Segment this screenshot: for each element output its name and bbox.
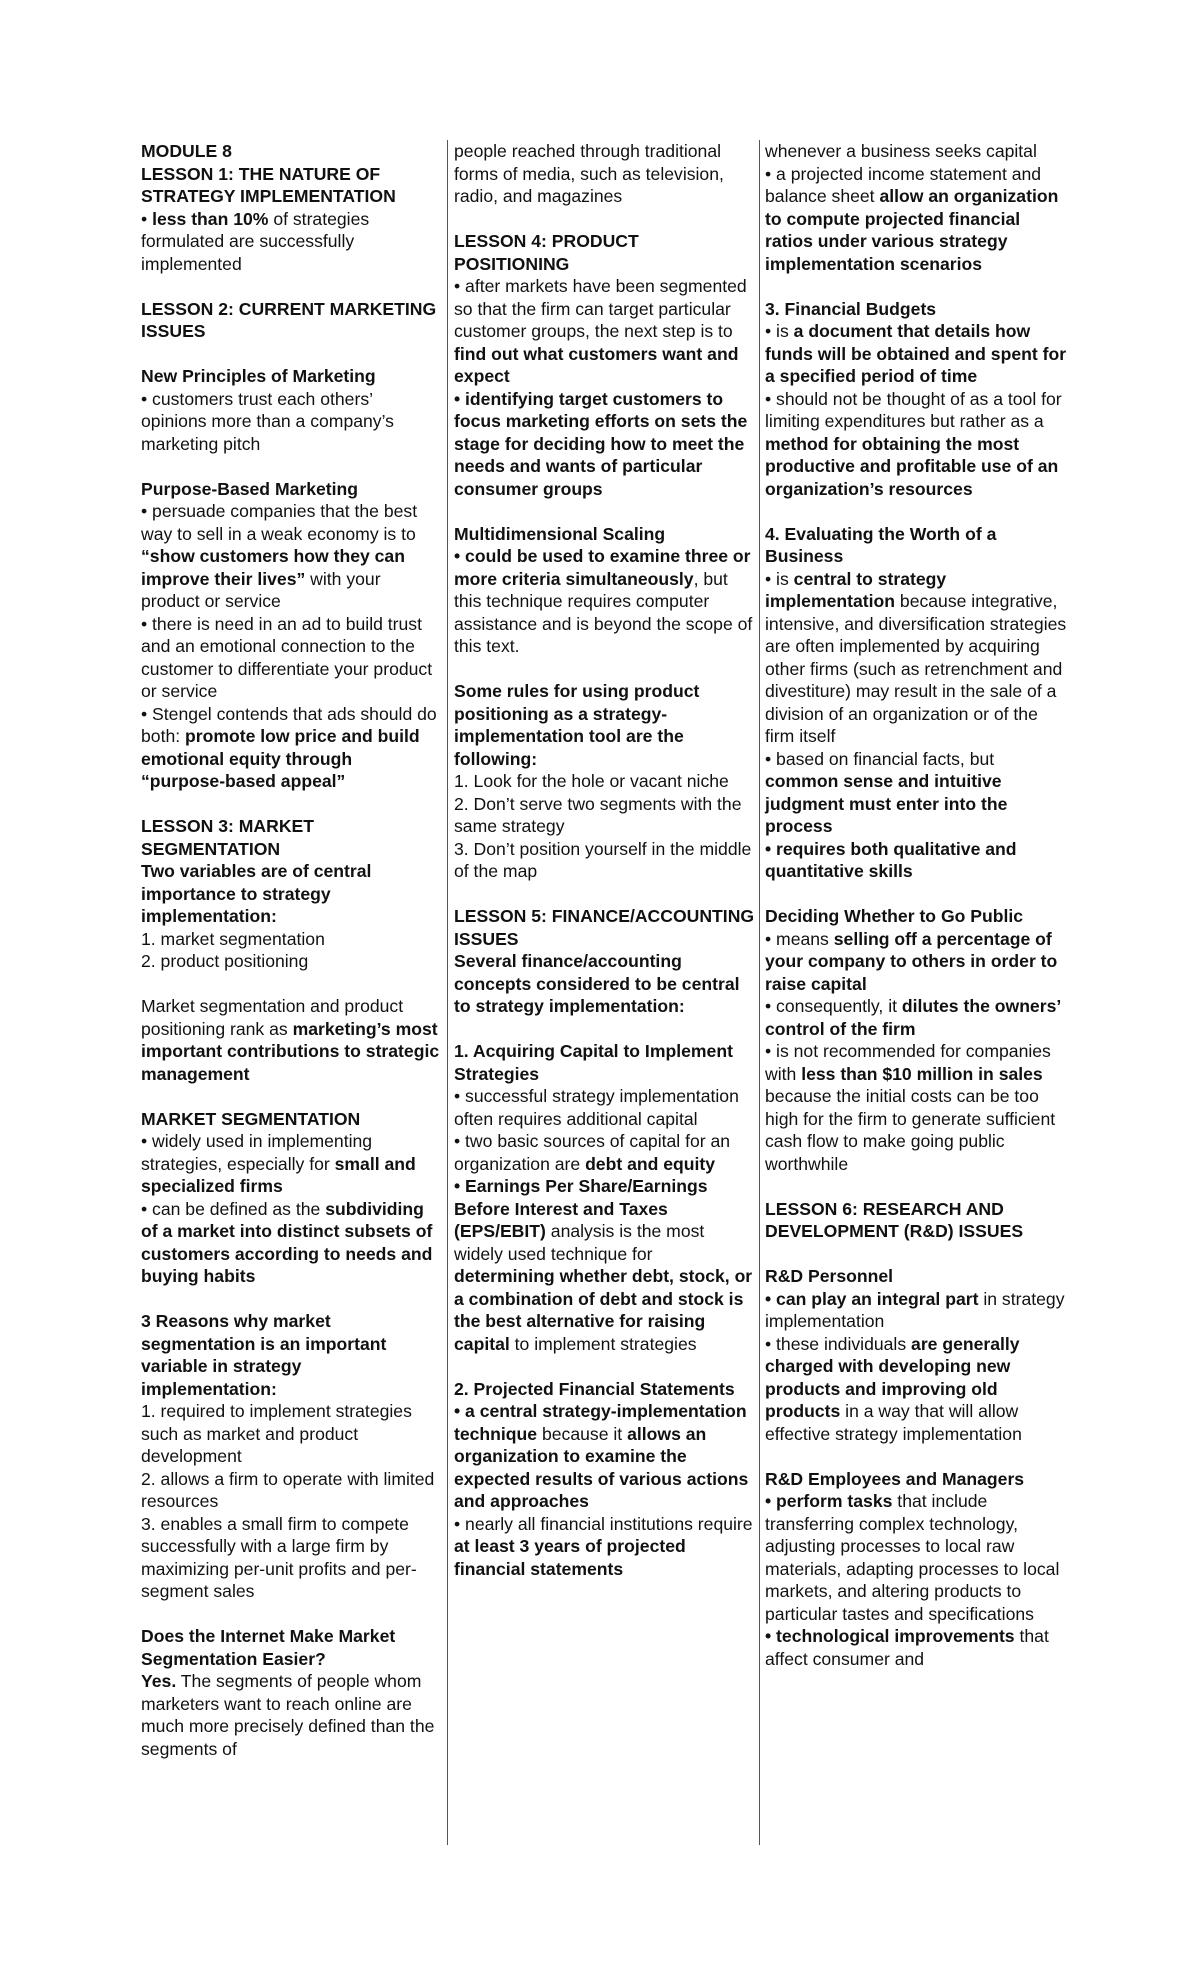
bold-text-run: less than $10 million in sales bbox=[801, 1063, 1043, 1084]
bold-text-run: • technological improvements bbox=[765, 1626, 1015, 1646]
text-paragraph bbox=[141, 365, 441, 388]
bold-text-run: find out what customers want and expect bbox=[454, 343, 739, 386]
paragraph-gap bbox=[141, 1085, 441, 1108]
bold-text-run: • perform tasks bbox=[765, 1491, 893, 1511]
bold-text-run: less than 10% bbox=[152, 208, 269, 229]
bold-text-run: • Earnings Per Share/Earnings Before Interest and Taxes (EPS/EBIT) bbox=[454, 1176, 708, 1241]
text-paragraph bbox=[765, 1040, 1067, 1175]
bold-text-run: LESSON 5: FINANCE/ACCOUNTING ISSUES bbox=[454, 906, 755, 949]
text-paragraph bbox=[141, 1513, 441, 1603]
text-paragraph bbox=[765, 905, 1067, 928]
text-paragraph bbox=[765, 748, 1067, 838]
paragraph-gap bbox=[765, 1175, 1067, 1198]
text-paragraph bbox=[454, 523, 756, 546]
paragraph-gap bbox=[141, 1288, 441, 1311]
column-divider-1 bbox=[447, 140, 448, 1845]
paragraph-gap bbox=[454, 883, 756, 906]
text-paragraph bbox=[765, 1333, 1067, 1446]
text-run: • two basic sources of capital for an organization are bbox=[454, 1131, 731, 1174]
text-paragraph bbox=[765, 995, 1067, 1040]
text-paragraph bbox=[454, 275, 756, 388]
text-run: • consequently, it bbox=[765, 996, 902, 1016]
text-run: in a way that will allow effective strategy implementation bbox=[765, 1401, 1022, 1444]
bold-text-run: LESSON 6: RESEARCH AND DEVELOPMENT (R&D) ISSUES bbox=[765, 1198, 1024, 1241]
text-paragraph bbox=[765, 140, 1067, 163]
paragraph-gap bbox=[141, 1603, 441, 1626]
bold-text-run: R&D Personnel bbox=[765, 1266, 894, 1286]
bold-text-run: selling off a percentage of your company to others in order to raise capital bbox=[765, 928, 1058, 994]
text-run: • these individuals bbox=[765, 1333, 912, 1354]
bold-text-run: LESSON 4: PRODUCT POSITIONING bbox=[454, 231, 639, 274]
bold-text-run: Multidimensional Scaling bbox=[454, 523, 666, 544]
paragraph-gap bbox=[765, 1243, 1067, 1266]
text-paragraph bbox=[454, 1378, 756, 1401]
text-paragraph bbox=[454, 1130, 756, 1175]
text-paragraph bbox=[454, 1175, 756, 1355]
bold-text-run: • a central strategy-implementation technique bbox=[454, 1401, 747, 1444]
bold-text-run: R&D Employees and Managers bbox=[765, 1468, 1025, 1489]
paragraph-gap bbox=[765, 1445, 1067, 1468]
text-run: to implement strategies bbox=[509, 1333, 697, 1354]
text-paragraph bbox=[454, 905, 756, 950]
text-run: The segments of people whom marketers want to reach online are much more precisely defined than the segments of bbox=[141, 1671, 435, 1759]
bold-text-run: Purpose-Based Marketing bbox=[141, 478, 359, 499]
bold-text-run: 3. Financial Budgets bbox=[765, 298, 937, 319]
bold-text-run: subdividing of a market into distinct subsets of customers according to needs and buying habits bbox=[141, 1198, 433, 1286]
text-run: Market segmentation and product positioning rank as bbox=[141, 996, 404, 1039]
text-paragraph bbox=[765, 1265, 1067, 1288]
bold-text-run: • requires both qualitative and quantitative skills bbox=[765, 838, 1017, 881]
text-run: • should not be thought of as a tool for limiting expenditures but rather as a bbox=[765, 388, 1062, 431]
text-paragraph bbox=[141, 928, 441, 951]
bold-text-run: “show customers how they can improve their lives” bbox=[141, 546, 405, 589]
text-paragraph bbox=[141, 995, 441, 1085]
bold-text-run: Does the Internet Make Market Segmentation Easier? bbox=[141, 1626, 396, 1669]
bold-text-run: Two variables are of central importance to strategy implementation: bbox=[141, 861, 372, 926]
text-paragraph bbox=[454, 793, 756, 838]
text-paragraph bbox=[141, 500, 441, 613]
text-run: • means bbox=[765, 928, 834, 949]
bold-text-run: Deciding Whether to Go Public bbox=[765, 906, 1024, 926]
text-run: 1. required to implement strategies such as market and product development bbox=[141, 1401, 412, 1466]
text-paragraph bbox=[765, 523, 1067, 568]
paragraph-gap bbox=[454, 658, 756, 681]
text-run: with your product or service bbox=[141, 568, 381, 611]
paragraph-gap bbox=[141, 973, 441, 996]
text-run: • nearly all financial institutions require bbox=[454, 1513, 753, 1534]
text-paragraph bbox=[765, 928, 1067, 996]
text-run: 3. enables a small firm to compete successfully with a large firm by maximizing per-unit profits and per-segment sales bbox=[141, 1513, 417, 1601]
text-paragraph bbox=[141, 703, 441, 793]
bold-text-run: allows an organization to examine the expected results of various actions and approaches bbox=[454, 1423, 749, 1511]
text-paragraph bbox=[454, 1085, 756, 1130]
text-paragraph bbox=[765, 1468, 1067, 1491]
text-run: because it bbox=[537, 1423, 628, 1444]
text-run: because integrative, intensive, and diversification strategies are often implemented by acquiring other firms (such as retrenchment and divestiture) may result in the sale of a division of an organization or of the firm itself bbox=[765, 591, 1067, 746]
text-run: that include transferring complex technology, adjusting processes to local raw materials, adapting processes to local markets, and altering products to particular tastes and specifications bbox=[765, 1491, 1060, 1624]
bold-text-run: Some rules for using product positioning as a strategy-implementation tool are the following: bbox=[454, 681, 700, 769]
text-run: 2. Don’t serve two segments with the same strategy bbox=[454, 793, 742, 836]
text-run: • after markets have been segmented so that the firm can target particular customer groups, the next step is to bbox=[454, 276, 747, 341]
bold-text-run: LESSON 3: MARKET SEGMENTATION bbox=[141, 816, 315, 859]
text-run: people reached through traditional forms of media, such as television, radio, and magazines bbox=[454, 141, 724, 206]
bold-text-run: common sense and intuitive judgment must enter into the process bbox=[765, 771, 1008, 836]
text-paragraph bbox=[141, 860, 441, 928]
text-paragraph bbox=[141, 208, 441, 276]
text-run: • is not recommended for companies with bbox=[765, 1041, 1051, 1084]
bold-text-run: a document that details how funds will be obtained and spent for a specified period of time bbox=[765, 321, 1067, 386]
text-paragraph bbox=[454, 230, 756, 275]
text-paragraph bbox=[141, 1130, 441, 1198]
text-paragraph bbox=[454, 1400, 756, 1513]
bold-text-run: determining whether debt, stock, or a combination of debt and stock is the best alternative for raising capital bbox=[454, 1266, 753, 1354]
text-paragraph bbox=[141, 388, 441, 456]
text-paragraph bbox=[765, 320, 1067, 388]
column-divider-2 bbox=[759, 140, 760, 1845]
text-run: • bbox=[141, 208, 153, 229]
text-run: because the initial costs can be too high for the firm to generate sufficient cash flow to make going public worthwhile bbox=[765, 1086, 1056, 1174]
bold-text-run: • could be used to examine three or more criteria simultaneously bbox=[454, 546, 751, 589]
bold-text-run: allow an organization to compute projected financial ratios under various strategy implementation scenarios bbox=[765, 186, 1059, 274]
text-run: • customers trust each others’ opinions more than a company’s marketing pitch bbox=[141, 388, 394, 454]
bold-text-run: are generally charged with developing new products and improving old products bbox=[765, 1333, 1020, 1421]
bold-text-run: dilutes the owners’ control of the firm bbox=[765, 996, 1061, 1039]
text-run: 1. market segmentation bbox=[141, 928, 325, 949]
text-paragraph bbox=[765, 163, 1067, 276]
paragraph-gap bbox=[765, 883, 1067, 906]
text-run: 1. Look for the hole or vacant niche bbox=[454, 771, 729, 791]
text-paragraph bbox=[454, 1040, 756, 1085]
bold-text-run: LESSON 2: CURRENT MARKETING ISSUES bbox=[141, 298, 437, 341]
bold-text-run: MODULE 8 bbox=[141, 141, 232, 161]
bold-text-run: small and specialized firms bbox=[141, 1153, 416, 1196]
text-paragraph bbox=[141, 1468, 441, 1513]
text-paragraph bbox=[765, 1198, 1067, 1243]
text-paragraph bbox=[141, 140, 441, 163]
bold-text-run: method for obtaining the most productive and profitable use of an organization’s resources bbox=[765, 433, 1059, 499]
text-paragraph bbox=[454, 1513, 756, 1581]
paragraph-gap bbox=[141, 343, 441, 366]
text-run: • persuade companies that the best way to sell in a weak economy is to bbox=[141, 501, 418, 544]
bold-text-run: 2. Projected Financial Statements bbox=[454, 1378, 735, 1399]
bold-text-run: debt and equity bbox=[585, 1153, 716, 1174]
text-paragraph bbox=[141, 1670, 441, 1760]
bold-text-run: central to strategy implementation bbox=[765, 568, 947, 611]
text-run: 3. Don’t position yourself in the middle of the map bbox=[454, 838, 752, 881]
text-run: in strategy implementation bbox=[765, 1288, 1065, 1331]
text-paragraph bbox=[141, 1400, 441, 1468]
bold-text-run: Yes. bbox=[141, 1671, 177, 1691]
paragraph-gap bbox=[765, 500, 1067, 523]
text-run: • a projected income statement and balance sheet bbox=[765, 163, 1042, 206]
text-paragraph bbox=[454, 950, 756, 1018]
text-paragraph bbox=[141, 815, 441, 860]
text-paragraph bbox=[454, 680, 756, 770]
paragraph-gap bbox=[454, 1018, 756, 1041]
text-paragraph bbox=[141, 1625, 441, 1670]
bold-text-run: promote low price and build emotional equity through “purpose-based appeal” bbox=[141, 726, 420, 791]
bold-text-run: MARKET SEGMENTATION bbox=[141, 1108, 361, 1129]
text-paragraph bbox=[141, 298, 441, 343]
text-paragraph bbox=[765, 1288, 1067, 1333]
bold-text-run: Several finance/accounting concepts considered to be central to strategy implementation: bbox=[454, 951, 740, 1016]
text-run: • Stengel contends that ads should do both: bbox=[141, 703, 437, 746]
text-paragraph bbox=[765, 1490, 1067, 1625]
text-paragraph bbox=[141, 613, 441, 703]
text-paragraph bbox=[141, 163, 441, 208]
bold-text-run: 1. Acquiring Capital to Implement Strategies bbox=[454, 1041, 733, 1084]
text-run: • there is need in an ad to build trust and an emotional connection to the customer to differentiate your product or service bbox=[141, 613, 433, 701]
bold-text-run: at least 3 years of projected financial statements bbox=[454, 1536, 686, 1579]
bold-text-run: • identifying target customers to focus marketing efforts on sets the stage for deciding how to meet the needs and wants of particular consumer groups bbox=[454, 388, 748, 499]
text-paragraph bbox=[454, 140, 756, 208]
text-paragraph bbox=[141, 950, 441, 973]
text-paragraph bbox=[141, 1310, 441, 1400]
text-paragraph bbox=[765, 838, 1067, 883]
text-run: • widely used in implementing strategies, especially for bbox=[141, 1131, 373, 1174]
text-run: analysis is the most widely used technique for bbox=[454, 1221, 705, 1264]
text-run: , but this technique requires computer assistance and is beyond the scope of this text. bbox=[454, 568, 753, 656]
text-run: 2. allows a firm to operate with limited resources bbox=[141, 1468, 435, 1511]
text-run: • successful strategy implementation often requires additional capital bbox=[454, 1086, 739, 1129]
text-run: whenever a business seeks capital bbox=[765, 141, 1037, 161]
text-paragraph bbox=[454, 770, 756, 793]
text-run: of strategies formulated are successfully implemented bbox=[141, 208, 370, 274]
text-run: 2. product positioning bbox=[141, 951, 309, 971]
text-paragraph bbox=[454, 388, 756, 501]
text-paragraph bbox=[141, 1108, 441, 1131]
bold-text-run: marketing’s most important contributions to strategic management bbox=[141, 1018, 440, 1084]
text-run: that affect consumer and bbox=[765, 1626, 1049, 1669]
paragraph-gap bbox=[454, 500, 756, 523]
text-column-2 bbox=[454, 140, 756, 1580]
bold-text-run: • can play an integral part bbox=[765, 1288, 979, 1309]
text-run: • is bbox=[765, 321, 794, 341]
paragraph-gap bbox=[765, 275, 1067, 298]
paragraph-gap bbox=[454, 208, 756, 231]
text-run: • can be defined as the bbox=[141, 1198, 326, 1219]
text-paragraph bbox=[765, 388, 1067, 501]
bold-text-run: New Principles of Marketing bbox=[141, 366, 376, 386]
bold-text-run: 4. Evaluating the Worth of a Business bbox=[765, 523, 997, 566]
bold-text-run: LESSON 1: THE NATURE OF STRATEGY IMPLEMENTATION bbox=[141, 163, 396, 206]
paragraph-gap bbox=[141, 275, 441, 298]
paragraph-gap bbox=[454, 1355, 756, 1378]
text-paragraph bbox=[765, 298, 1067, 321]
text-column-1 bbox=[141, 140, 441, 1760]
text-paragraph bbox=[454, 545, 756, 658]
text-paragraph bbox=[454, 838, 756, 883]
text-run: • based on financial facts, but bbox=[765, 748, 995, 769]
text-paragraph bbox=[765, 568, 1067, 748]
bold-text-run: 3 Reasons why market segmentation is an important variable in strategy implementation: bbox=[141, 1311, 387, 1399]
text-column-3 bbox=[765, 140, 1067, 1670]
text-paragraph bbox=[765, 1625, 1067, 1670]
text-paragraph bbox=[141, 478, 441, 501]
paragraph-gap bbox=[141, 793, 441, 816]
paragraph-gap bbox=[141, 455, 441, 478]
text-run: • is bbox=[765, 568, 794, 589]
text-paragraph bbox=[141, 1198, 441, 1288]
